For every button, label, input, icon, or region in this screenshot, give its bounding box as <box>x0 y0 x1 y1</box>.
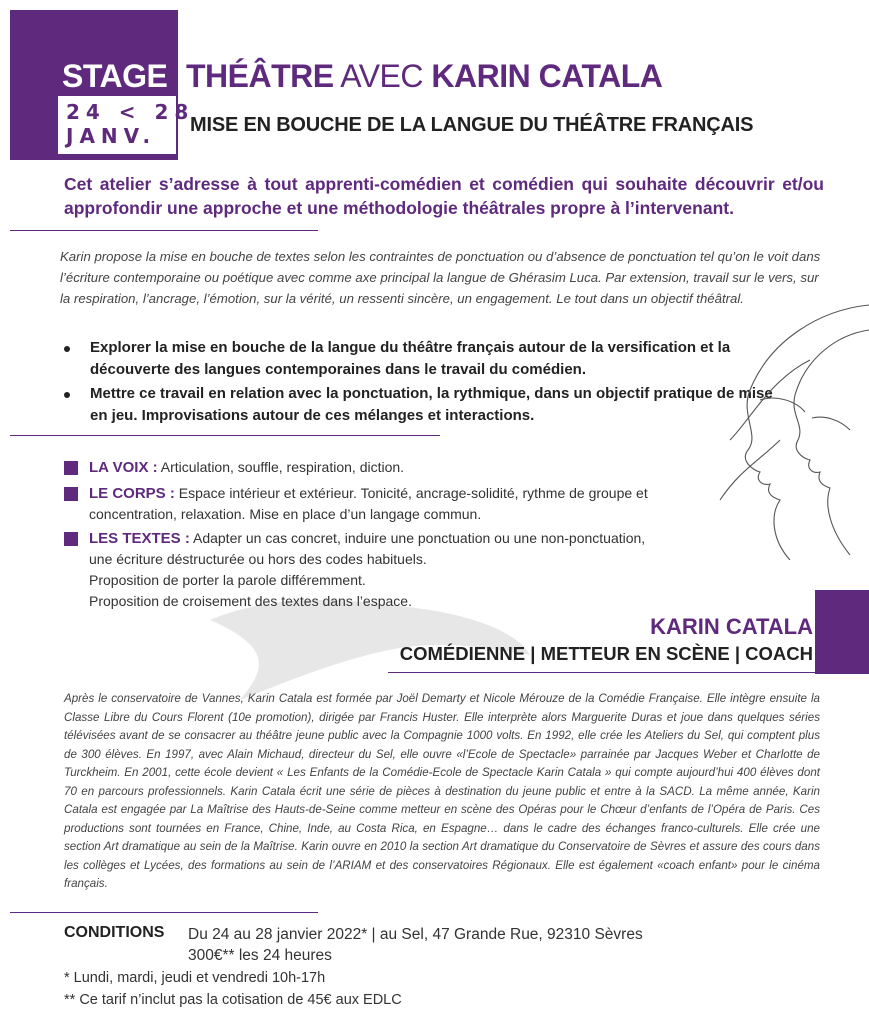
section-label: LA VOIX : <box>89 459 158 476</box>
section-corps <box>64 483 724 525</box>
description-text: Karin propose la mise en bouche de textes selon les contraintes de ponctuation ou d’absence de ponctuation tel qu’on le voit dans l’écriture contemporaine ou poétique avec comme axe principal la langue de Ghérasim Luca. Par extension, travail sur le vers, sur la respiration, l’ancrage, l’émotion, sur la vérité, un ressenti sincère, un engagement. Le tout dans un objectif théâtral. <box>60 249 821 306</box>
section-label: LE CORPS : <box>89 485 175 502</box>
bullet-icon <box>64 346 70 352</box>
list-item-text: Explorer la mise en bouche de la langue du théâtre français autour de la versification et la découverte des langues contemporaines dans le travail du comédien. <box>90 339 731 378</box>
list-item <box>60 337 780 381</box>
page-title <box>186 58 662 95</box>
page-subtitle: MISE EN BOUCHE DE LA LANGUE DU THÉÂTRE FRANÇAIS <box>190 114 754 136</box>
conditions-price: 300€** les 24 heures <box>188 947 332 964</box>
square-bullet-icon <box>64 532 78 546</box>
person-role: COMÉDIENNE | METTEUR EN SCÈNE | COACH <box>399 643 813 664</box>
price-note: ** Ce tarif n’inclut pas la cotisation de 45€ aux EDLC <box>64 992 402 1008</box>
stage-label: STAGE <box>62 58 168 94</box>
section-text: Adapter un cas concret, induire une ponctuation ou une non-ponctuation, une écriture déstructurée ou hors des codes habituels. <box>89 530 646 567</box>
section-extra-line: Proposition de croisement des textes dans l’espace. <box>89 593 412 609</box>
divider <box>388 672 818 673</box>
date-box <box>58 96 195 154</box>
square-bullet-icon <box>64 487 78 501</box>
divider <box>10 230 318 231</box>
intro-text: Cet atelier s’adresse à tout apprenti-comédien et comédien qui souhaite découvrir et/ou approfondir une approche et une méthodologie théâtrales propre à l’intervenant. <box>64 174 824 218</box>
title-avec: AVEC <box>340 58 423 94</box>
date-range: 24 < 28 <box>66 100 195 124</box>
bullet-icon <box>64 392 70 398</box>
schedule-note: * Lundi, mardi, jeudi et vendredi 10h-17h <box>64 970 326 986</box>
section-text: Articulation, souffle, respiration, diction. <box>157 459 405 475</box>
divider <box>10 435 440 436</box>
title-theatre: THÉÂTRE <box>186 58 334 94</box>
divider <box>10 912 318 913</box>
date-month: JANV. <box>66 124 157 148</box>
section-textes <box>64 528 664 612</box>
section-text: Espace intérieur et extérieur. Tonicité, ancrage-solidité, rythme de groupe et concentration, relaxation. Mise en place d’un langage commun. <box>89 485 648 522</box>
conditions-label: CONDITIONS <box>64 924 165 941</box>
conditions-dates: Du 24 au 28 janvier 2022* | au Sel, 47 Grande Rue, 92310 Sèvres <box>188 926 643 943</box>
list-item <box>60 383 780 427</box>
person-name: KARIN CATALA <box>650 614 813 639</box>
section-extra-line: Proposition de porter la parole différemment. <box>89 572 366 588</box>
section-label: LES TEXTES : <box>89 530 190 547</box>
section-voix <box>64 457 724 478</box>
title-karin-catala: KARIN CATALA <box>431 58 663 94</box>
list-item-text: Mettre ce travail en relation avec la ponctuation, la rythmique, dans un objectif pratique de mise en jeu. Improvisations autour de ces mélanges et interactions. <box>90 385 773 424</box>
square-bullet-icon <box>64 461 78 475</box>
biography-text: Après le conservatoire de Vannes, Karin Catala est formée par Joël Demarty et Nicole Mérouze de la Comédie Française. Elle intègre ensuite la Classe Libre du Cours Florent (10e promotion), dirigée par Francis Huster. Elle interprète alors Marguerite Duras et joue dans quelques séries télévisées avant de se consacrer au théâtre jeune public avec la Compagnie 1000 volts. En 1992, elle crée les Ateliers du Sel, qui comptent plus de 300 élèves. En 1997, avec Alain Michaud, directeur du Sel, elle ouvre «l’Ecole de Spectacle» parrainée par Jacques Weber et Charlotte de Turckheim. En 2001, cette école devient « Les Enfants de la Comédie-Ecole de Spectacle Karin Catala » qui compte aujourd’hui 400 élèves dont 70 en parcours professionnels. Karin Catala écrit une série de pièces à destination du jeune public et entre à la SACD. La même année, Karin Catala est engagée par La Maîtrise des Hauts-de-Seine comme metteur en scène des Opéras pour le Chœur d’enfants de l’Opéra de Paris. Ces productions sont tournées en France, Chine, Inde, au Costa Rica, en Espagne… dans le cadre des échanges franco-culturels. Elle crée une section Art dramatique au sein de la Maîtrise. Karin ouvre en 2010 la section Art dramatique du Conservatoire de Sèvres et assure des cours dans les collèges et Lycées, des formations au sein de l’ARIAM et des conservatoires Régionaux. Elle est également «coach enfant» pour le cinéma français. <box>64 692 820 890</box>
objectives-list <box>60 337 780 429</box>
conditions-details <box>188 924 643 966</box>
person-purple-block <box>815 590 869 674</box>
face-sketch-illustration <box>700 300 869 560</box>
